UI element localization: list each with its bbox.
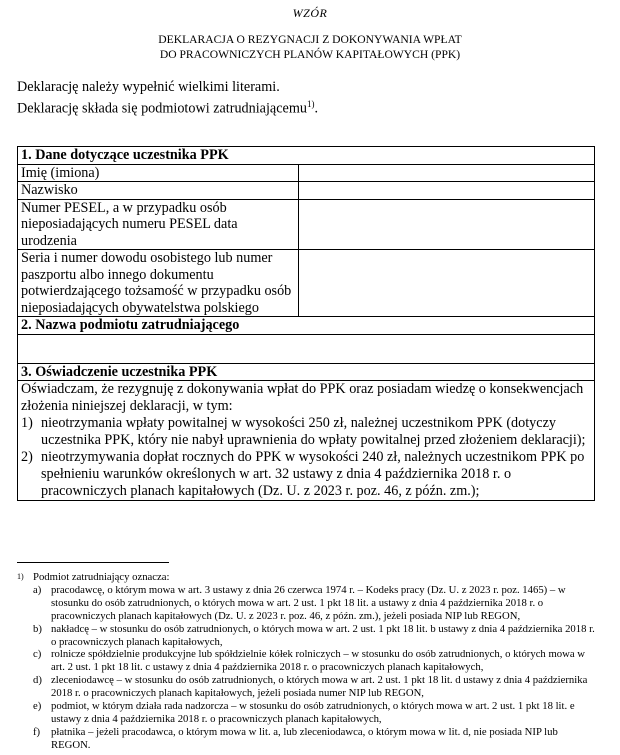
instruction-line-2-end: . bbox=[314, 100, 318, 117]
statement-item-1 bbox=[21, 415, 591, 449]
section-2-header: 2. Nazwa podmiotu zatrudniającego bbox=[18, 317, 595, 335]
footnote-intro: Podmiot zatrudniający oznacza: bbox=[33, 571, 170, 583]
footnote-item-text: pracodawcę, o którym mowa w art. 3 ustawy z dnia 26 czerwca 1974 r. – Kodeks pracy (Dz. U. z 2023 r. poz. 1465) – w stosunku do osób zatrudnionych, o których mowa w art. 2 ust. 1 pkt 18 lit. a ustawy z dnia 4 października 2018 r. o pracowniczych planach kapitałowych (Dz. U. z 2023 r. poz. 46, z późn. zm.), jeżeli posiada NIP lub REGON, bbox=[51, 583, 566, 622]
last-name-field[interactable] bbox=[299, 182, 595, 200]
footnotes bbox=[17, 571, 595, 752]
declaration-form bbox=[17, 146, 595, 501]
footnote-item bbox=[17, 674, 595, 700]
template-label: WZÓR bbox=[292, 6, 328, 20]
section-1-header: 1. Dane dotyczące uczestnika PPK bbox=[18, 147, 595, 165]
footnote-item bbox=[17, 584, 595, 623]
statement-item-text: nieotrzymywania dopłat rocznych do PPK w wysokości 240 zł, należnych uczestnikom PPK po spełnieniu warunków określonych w art. 32 ustawy z dnia 4 października 2018 r. o pracowniczych planach kapitałowych (Dz. U. z 2023 r. poz. 46, z późn. zm.); bbox=[41, 449, 585, 499]
employer-name-row bbox=[18, 334, 595, 363]
pesel-label: Numer PESEL, a w przypadku osób nieposiadających numeru PESEL data urodzenia bbox=[18, 199, 299, 250]
section-1-header-row bbox=[18, 147, 595, 165]
footnote-divider bbox=[17, 562, 169, 563]
footnote-item bbox=[17, 648, 595, 674]
id-document-row bbox=[18, 250, 595, 317]
footnote-item-text: płatnika – jeżeli pracodawca, o którym mowa w lit. a, lub zleceniodawca, o którym mowa w lit. d, nie posiada NIP lub REGON. bbox=[51, 725, 558, 751]
id-document-field[interactable] bbox=[299, 250, 595, 317]
footnote-item-letter: c) bbox=[33, 648, 42, 661]
footnote-item-text: podmiot, w którym działa rada nadzorcza – w stosunku do osób zatrudnionych, o których mowa w art. 2 ust. 1 pkt 18 lit. e ustawy z dnia 4 października 2018 r. o pracowniczych planach kapitałowych, bbox=[51, 700, 575, 725]
statement-text: Oświadczam, że rezygnuję z dokonywania wpłat do PPK oraz posiadam wiedzę o konsekwencjach złożenia niniejszej deklaracji, w tym: bbox=[21, 381, 584, 414]
footnote-item-letter: d) bbox=[33, 674, 42, 687]
last-name-label: Nazwisko bbox=[18, 182, 299, 200]
document-title bbox=[0, 32, 620, 62]
statement-item-number: 1) bbox=[21, 415, 33, 431]
footnote-item-text: rolnicze spółdzielnie produkcyjne lub spółdzielnie kółek rolniczych – w stosunku do osób zatrudnionych, o których mowa w art. 2 ust. 1 pkt 18 lit. c ustawy z dnia 4 października 2018 r. o pracowniczych planach kapitałowych, bbox=[51, 648, 585, 674]
statement-item-text: nieotrzymania wpłaty powitalnej w wysokości 250 zł, należnej uczestnikom PPK (dotyczy uczestnika PPK, który nie nabył uprawnienia do wpłaty powitalnej przed złożeniem deklaracji); bbox=[41, 415, 586, 448]
employer-name-field[interactable] bbox=[18, 334, 595, 363]
instruction-line-1: Deklarację należy wypełnić wielkimi literami. bbox=[17, 79, 280, 95]
section-2-header-row bbox=[18, 317, 595, 335]
instruction-line-2-text: Deklarację składa się podmiotowi zatrudniającemu bbox=[17, 100, 307, 117]
footnote-item-letter: b) bbox=[33, 622, 42, 635]
pesel-row bbox=[18, 199, 595, 250]
section-3-header: 3. Oświadczenie uczestnika PPK bbox=[18, 363, 595, 381]
first-name-label: Imię (imiona) bbox=[18, 164, 299, 182]
pesel-field[interactable] bbox=[299, 199, 595, 250]
statement-item-number: 2) bbox=[21, 449, 33, 465]
instruction-line-2 bbox=[17, 96, 318, 118]
last-name-row bbox=[18, 182, 595, 200]
first-name-field[interactable] bbox=[299, 164, 595, 182]
footnote-header bbox=[17, 571, 595, 584]
footnote-item-letter: a) bbox=[33, 583, 42, 596]
footnote-marker: 1) bbox=[17, 572, 24, 581]
footnote-ref[interactable]: 1) bbox=[306, 99, 315, 109]
footnote-item bbox=[17, 623, 595, 649]
statement-item-2 bbox=[21, 449, 591, 500]
title-line-2: DO PRACOWNICZYCH PLANÓW KAPITAŁOWYCH (PPK) bbox=[159, 48, 461, 61]
first-name-row bbox=[18, 164, 595, 182]
footnote-item bbox=[17, 700, 595, 726]
footnote-item bbox=[17, 726, 595, 752]
footnote-item-text: nakładcę – w stosunku do osób zatrudnionych, o których mowa w art. 2 ust. 1 pkt 18 lit. b ustawy z dnia 4 października 2018 r. o pracowniczych planach kapitałowych, bbox=[51, 622, 595, 648]
footnote-item-letter: f) bbox=[33, 725, 41, 738]
title-line-1: DEKLARACJA O REZYGNACJI Z DOKONYWANIA WPŁAT bbox=[158, 33, 462, 46]
section-3-header-row bbox=[18, 363, 595, 381]
id-document-label: Seria i numer dowodu osobistego lub numer paszportu albo innego dokumentu potwierdzającego tożsamość w przypadku osób nieposiadających obywatelstwa polskiego bbox=[18, 250, 299, 317]
footnote-item-text: zleceniodawcę – w stosunku do osób zatrudnionych, o których mowa w art. 2 ust. 1 pkt 18 lit. d ustawy z dnia 4 października 2018 r. o pracowniczych planach kapitałowych, jeżeli posiada numer NIP lub REGON, bbox=[51, 674, 588, 700]
statement-cell bbox=[18, 381, 595, 501]
instructions bbox=[17, 79, 318, 118]
statement-row bbox=[18, 381, 595, 501]
footnote-item-letter: e) bbox=[33, 700, 42, 713]
